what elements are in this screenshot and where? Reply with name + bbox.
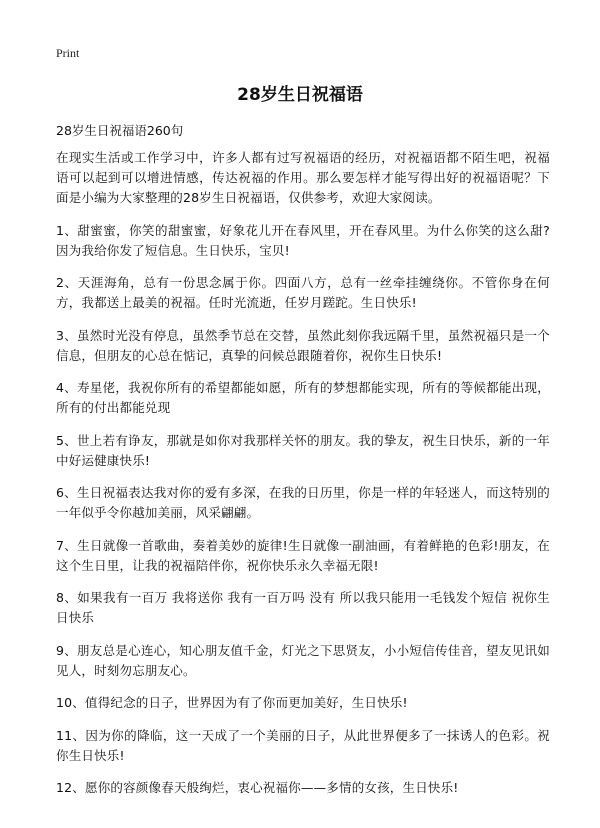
article-body — [56, 148, 550, 811]
list-item: 8、如果我有一百万 我将送你 我有一百万吗 没有 所以我只能用一毛钱发个短信 祝你生日快乐 — [56, 590, 550, 625]
print-link[interactable]: Print — [56, 46, 80, 60]
list-item: 11、因为你的降临，这一天成了一个美丽的日子，从此世界便多了一抹诱人的色彩。祝你生日快乐! — [56, 727, 550, 763]
list-item: 9、朋友总是心连心，知心朋友值千金，灯光之下思贤友，小小短信传佳音，望友见讯如见人，时刻勿忘朋友心。 — [56, 642, 550, 678]
list-item: 2、天涯海角，总有一份思念属于你。四面八方，总有一丝牵挂缠绕你。不管你身在何方，我都送上最美的祝福。任时光流逝，任岁月蹉跎。生日快乐! — [56, 275, 550, 310]
list-item: 3、虽然时光没有停息，虽然季节总在交替，虽然此刻你我远隔千里，虽然祝福只是一个信息，但朋友的心总在惦记，真挚的问候总跟随着你，祝你生日快乐! — [56, 327, 550, 363]
list-item: 7、生日就像一首歌曲，奏着美妙的旋律!生日就像一副油画，有着鲜艳的色彩!朋友，在这个生日里，让我的祝福陪伴你，祝你快乐永久幸福无限! — [56, 537, 550, 573]
list-item: 10、值得纪念的日子，世界因为有了你而更加美好，生日快乐! — [56, 695, 408, 710]
page-subtitle: 28岁生日祝福语260句 — [56, 123, 184, 138]
list-item: 12、愿你的容颜像春天般绚烂，衷心祝福你——多情的女孩，生日快乐! — [56, 780, 459, 795]
intro-paragraph: 在现实生活或工作学习中，许多人都有过写祝福语的经历，对祝福语都不陌生吧，祝福语可以起到可以增进情感，传达祝福的作用。那么要怎样才能写得出好的祝福语呢？下面是小编为大家整理的28岁生日祝福语，仅供参考，欢迎大家阅读。 — [56, 150, 550, 205]
list-item: 5、世上若有诤友，那就是如你对我那样关怀的朋友。我的挚友，祝生日快乐，新的一年中好运健康快乐! — [56, 432, 550, 468]
list-item: 4、寿星佬，我祝你所有的希望都能如愿，所有的梦想都能实现，所有的等候都能出现，所有的付出都能兑现 — [56, 380, 550, 415]
list-item: 6、生日祝福表达我对你的爱有多深，在我的日历里，你是一样的年轻迷人，而这特别的一年似乎令你越加美丽，风采翩翩。 — [56, 485, 550, 520]
page-title: 28岁生日祝福语 — [237, 85, 363, 105]
list-item: 1、甜蜜蜜，你笑的甜蜜蜜，好象花儿开在春风里，开在春风里。为什么你笑的这么甜?因为我给你发了短信息。生日快乐，宝贝! — [56, 222, 550, 258]
